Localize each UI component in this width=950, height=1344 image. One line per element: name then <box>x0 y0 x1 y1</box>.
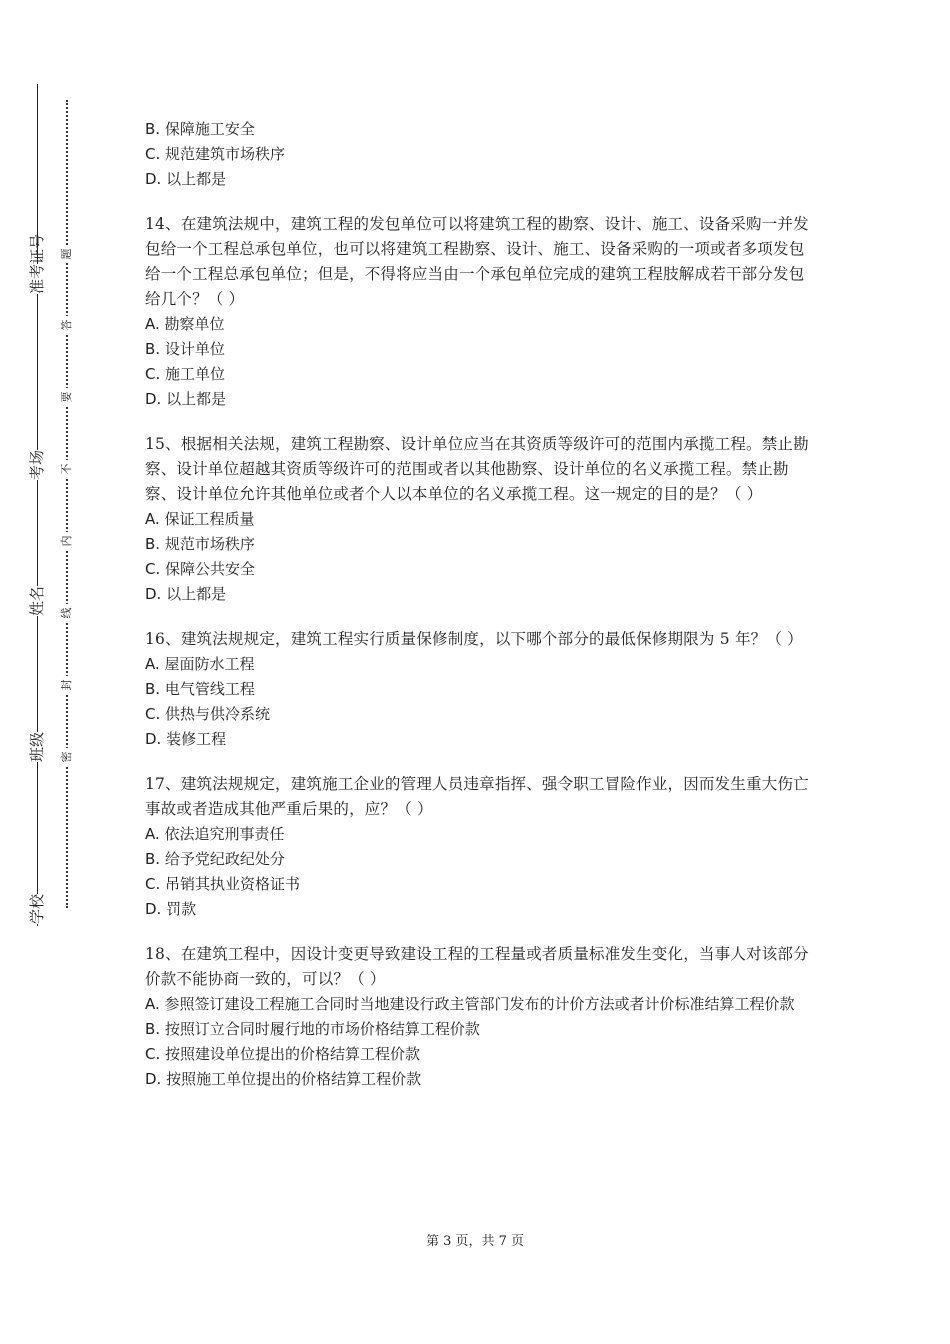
option: C. 保障公共安全 <box>145 560 256 578</box>
option: A. 依法追究刑事责任 <box>145 825 285 843</box>
option: A. 保证工程质量 <box>145 510 255 528</box>
option: D. 罚款 <box>145 900 197 918</box>
seal-char: 封 <box>58 676 76 694</box>
option: C. 施工单位 <box>145 365 226 383</box>
option: A. 屋面防水工程 <box>145 655 255 673</box>
page-number: 第 3 页，共 7 页 <box>425 1234 525 1249</box>
option: A. 勘察单位 <box>145 315 225 333</box>
question-13-continued <box>145 117 815 192</box>
seal-char: 线 <box>58 604 76 622</box>
option: D. 以上都是 <box>145 585 227 603</box>
question-stem: 17、建筑法规规定，建筑施工企业的管理人员违章指挥、强令职工冒险作业，因而发生重大伤亡事故或者造成其他严重后果的，应？（ ） <box>145 775 809 818</box>
question-stem: 18、在建筑工程中，因设计变更导致建设工程的工程量或者质量标准发生变化，当事人对该部分价款不能协商一致的，可以？（ ） <box>145 945 809 988</box>
margin-label-name: 姓名 <box>22 586 52 616</box>
option: D. 按照施工单位提出的价格结算工程价款 <box>145 1070 422 1088</box>
option: B. 给予党纪政纪处分 <box>145 850 285 868</box>
seal-char: 要 <box>58 388 76 406</box>
option: B. 保障施工安全 <box>145 120 255 138</box>
question-18 <box>145 942 815 1092</box>
question-16 <box>145 627 815 752</box>
option: B. 按照订立合同时履行地的市场价格结算工程价款 <box>145 1020 480 1038</box>
option: A. 参照签订建设工程施工合同时当地建设行政主管部门发布的计价方法或者计价标准结算工程价款 <box>145 995 795 1013</box>
question-17 <box>145 772 815 922</box>
question-stem: 15、根据相关法规，建筑工程勘察、设计单位应当在其资质等级许可的范围内承揽工程。禁止勘察、设计单位超越其资质等级许可的范围或者以其他勘察、设计单位的名义承揽工程。禁止勘察、设计单位允许其他单位或者个人以本单位的名义承揽工程。这一规定的目的是？（ ） <box>145 435 809 503</box>
option: C. 按照建设单位提出的价格结算工程价款 <box>145 1045 421 1063</box>
question-15 <box>145 432 815 607</box>
seal-char: 不 <box>58 460 76 478</box>
option: D. 以上都是 <box>145 390 227 408</box>
question-stem: 16、建筑法规规定，建筑工程实行质量保修制度，以下哪个部分的最低保修期限为 5 年？（ ） <box>145 630 803 648</box>
margin-label-school: 学校 <box>22 894 52 924</box>
option: D. 装修工程 <box>145 730 227 748</box>
question-14 <box>145 212 815 412</box>
option: C. 吊销其执业资格证书 <box>145 875 301 893</box>
option: C. 规范建筑市场秩序 <box>145 145 286 163</box>
option: C. 供热与供冷系统 <box>145 705 271 723</box>
seal-char: 题 <box>58 245 76 263</box>
exam-content <box>145 117 815 1112</box>
seal-dotted-line <box>66 100 68 908</box>
margin-label-class: 班级 <box>22 732 52 762</box>
seal-char: 答 <box>58 316 76 334</box>
seal-char: 内 <box>58 532 76 550</box>
binding-line <box>37 84 38 926</box>
margin-label-exam-number: 准考证号 <box>22 264 52 294</box>
option: B. 电气管线工程 <box>145 680 255 698</box>
question-stem: 14、在建筑法规中，建筑工程的发包单位可以将建筑工程的勘察、设计、施工、设备采购一并发包给一个工程总承包单位，也可以将建筑工程勘察、设计、施工、设备采购的一项或者多项发包给一个工程总承包单位；但是，不得将应当由一个承包单位完成的建筑工程肢解成若干部分发包给几个？（ ） <box>145 215 809 308</box>
seal-char: 密 <box>58 748 76 766</box>
option: B. 规范市场秩序 <box>145 535 255 553</box>
margin-label-exam-room: 考场 <box>22 450 52 480</box>
option: D. 以上都是 <box>145 170 227 188</box>
option: B. 设计单位 <box>145 340 225 358</box>
